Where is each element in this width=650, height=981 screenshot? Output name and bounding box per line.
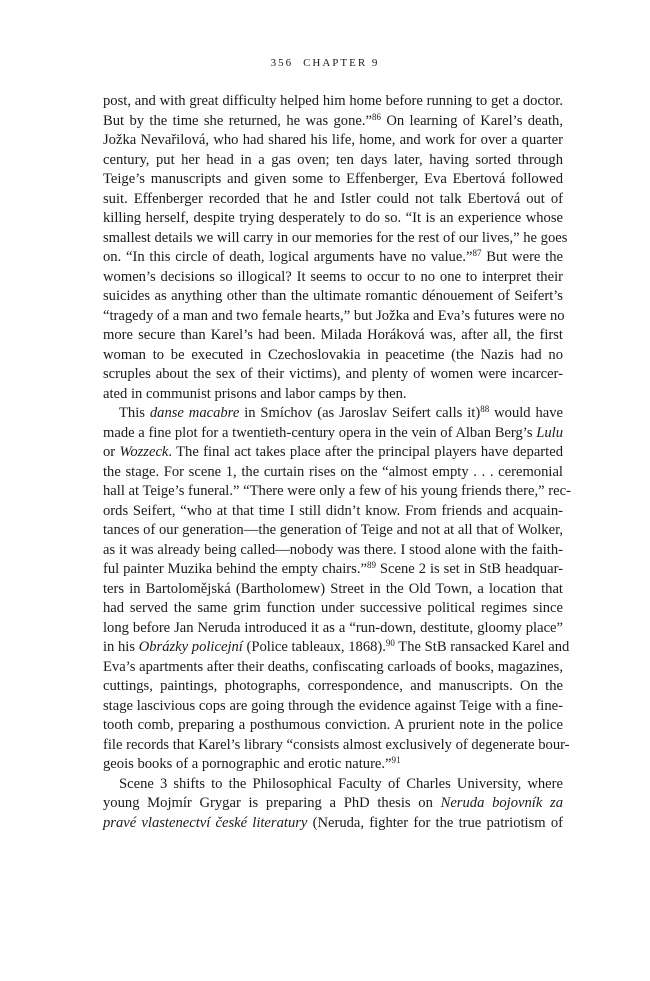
text-run: suicides as anything other than the ultimate romantic dénouement of Seifert’s <box>103 288 563 304</box>
text-run: in his <box>103 639 139 655</box>
text-run: ated in communist prisons and labor camps by then. <box>103 385 407 402</box>
text-line <box>103 307 563 327</box>
text-line <box>103 658 563 678</box>
text-run: would have <box>489 405 564 421</box>
footnote-ref: 89 <box>366 560 376 570</box>
italic-title: danse macabre <box>149 405 240 421</box>
body-text <box>103 92 571 833</box>
text-run: But by the time she returned, he was gone.” <box>103 112 372 129</box>
text-line <box>103 424 563 444</box>
text-run: hall at Teige’s funeral.” “There were only a few of his young friends there,” rec- <box>103 483 571 499</box>
footnote-ref: 87 <box>472 248 482 258</box>
text-line <box>103 151 563 171</box>
text-run: young Mojmír Grygar is preparing a PhD thesis on <box>103 795 441 811</box>
text-line <box>103 521 563 541</box>
text-run: (Police tableaux, 1868). <box>242 639 386 655</box>
text-line <box>103 346 563 366</box>
text-run: On learning of Karel’s death, <box>381 112 563 129</box>
text-run: Teige’s manuscripts and given some to Effenberger, Eva Ebertová followed <box>103 171 563 187</box>
text-run: “tragedy of a man and two female hearts,” but Jožka and Eva’s futures were no <box>103 307 565 324</box>
text-line <box>103 599 563 619</box>
text-line <box>103 482 571 502</box>
text-line <box>103 775 563 795</box>
italic-title: Wozzeck <box>119 444 169 460</box>
text-run: cuttings, paintings, photographs, correspondence, and manuscripts. On the <box>103 678 563 694</box>
text-run: scruples about the sex of their victims), and plenty of women were incarcer- <box>103 366 563 382</box>
text-run: ful painter Muzika behind the empty chairs.” <box>103 561 367 577</box>
text-line <box>103 268 563 288</box>
text-line <box>103 385 563 405</box>
text-run: stage lascivious cops are going through the evidence against Teige with a fine- <box>103 697 563 714</box>
text-line <box>103 209 563 229</box>
italic-title: Obrázky policejní <box>138 639 243 655</box>
text-run: the stage. For scene 1, the curtain rises on the “almost empty . . . ceremonial <box>103 463 563 480</box>
text-run: geois books of a pornographic and erotic nature.” <box>103 756 392 772</box>
text-run: woman to be executed in Czechoslovakia in peacetime (the Nazis had no <box>103 346 563 363</box>
text-line <box>103 443 563 463</box>
text-run: or <box>103 444 120 460</box>
text-line <box>103 638 570 658</box>
text-line <box>103 677 563 697</box>
text-line <box>103 541 563 561</box>
text-run: The StB ransacked Karel and <box>394 639 570 655</box>
text-line <box>103 716 563 736</box>
text-line <box>103 697 563 717</box>
text-run: Eva’s apartments after their deaths, confiscating carloads of books, magazines, <box>103 658 563 675</box>
text-line <box>103 404 563 424</box>
italic-title: pravé vlastenectví české literatury <box>103 814 308 831</box>
text-line <box>103 736 570 756</box>
text-line <box>103 560 563 580</box>
text-run: made a fine plot for a twentieth-century opera in the vein of Alban Berg’s <box>103 424 537 441</box>
text-run: Jožka Nevařilová, who had shared his life, home, and work for over a quarter <box>103 132 563 148</box>
text-run: had served the same grim function under successive political regimes since <box>103 600 563 616</box>
text-line <box>103 794 563 814</box>
chapter-label: CHAPTER 9 <box>303 57 380 69</box>
text-line <box>103 580 563 600</box>
text-line <box>103 463 563 483</box>
text-run: suit. Effenberger recorded that he and Istler could not talk Ebertová out of <box>103 190 563 207</box>
footnote-ref: 91 <box>391 755 401 765</box>
text-run: file records that Karel’s library “consists almost exclusively of degenerate bour- <box>103 736 570 753</box>
text-run: women’s decisions so illogical? It seems to occur to no one to interpret their <box>103 268 563 285</box>
text-line <box>103 326 563 346</box>
text-line <box>103 502 563 522</box>
text-run: killing herself, despite trying desperately to do so. “It is an experience whose <box>103 210 563 226</box>
text-run: post, and with great difficulty helped him home before running to get a doctor. <box>103 93 563 109</box>
text-line <box>103 287 563 307</box>
text-line <box>103 131 563 151</box>
footnote-ref: 90 <box>385 638 395 648</box>
footnote-ref: 86 <box>372 111 381 122</box>
text-run: more secure than Karel’s had been. Milada Horáková was, after all, the first <box>103 327 563 343</box>
text-run: century, put her head in a gas oven; ten days later, having sorted through <box>103 151 563 168</box>
text-line <box>103 365 563 385</box>
text-run: tances of our generation—the generation of Teige and not at all that of Wolker, <box>103 522 563 538</box>
text-run: ters in Bartolomějská (Bartholomew) Street in the Old Town, a location that <box>103 580 563 597</box>
text-line <box>103 112 563 132</box>
text-run: This <box>119 405 150 421</box>
italic-title: Neruda bojovník za <box>440 795 563 811</box>
text-line <box>103 619 563 639</box>
text-run: on. “In this circle of death, logical arguments have no value.” <box>103 249 473 265</box>
text-run: as it was already being called—nobody was there. I stood alone with the faith- <box>103 541 563 558</box>
page-number: 356 <box>270 57 294 69</box>
text-run: Scene 2 is set in StB headquar- <box>375 561 563 577</box>
text-run: tooth comb, preparing a posthumous conviction. A prurient note in the police <box>103 717 563 733</box>
text-line <box>103 814 563 834</box>
text-run: . The final act takes place after the principal players have departed <box>168 444 563 460</box>
text-run: in Smíchov (as Jaroslav Seifert calls it) <box>239 405 481 421</box>
text-run: ords Seifert, “who at that time I still didn’t know. From friends and acquain- <box>103 502 563 519</box>
text-run: (Neruda, fighter for the true patriotism of <box>307 814 563 831</box>
footnote-ref: 88 <box>480 404 490 414</box>
text-line <box>103 229 568 249</box>
text-line <box>103 170 563 190</box>
text-line <box>103 92 563 112</box>
text-run: smallest details we will carry in our memories for the rest of our lives,” he goes <box>103 229 568 246</box>
running-header <box>0 57 650 69</box>
text-line <box>103 248 563 268</box>
text-run: But were the <box>481 249 563 265</box>
text-line <box>103 755 563 775</box>
text-run: Scene 3 shifts to the Philosophical Faculty of Charles University, where <box>119 775 563 792</box>
text-line <box>103 190 563 210</box>
italic-title: Lulu <box>536 424 563 441</box>
text-run: long before Jan Neruda introduced it as a “run-down, destitute, gloomy place” <box>103 619 563 636</box>
